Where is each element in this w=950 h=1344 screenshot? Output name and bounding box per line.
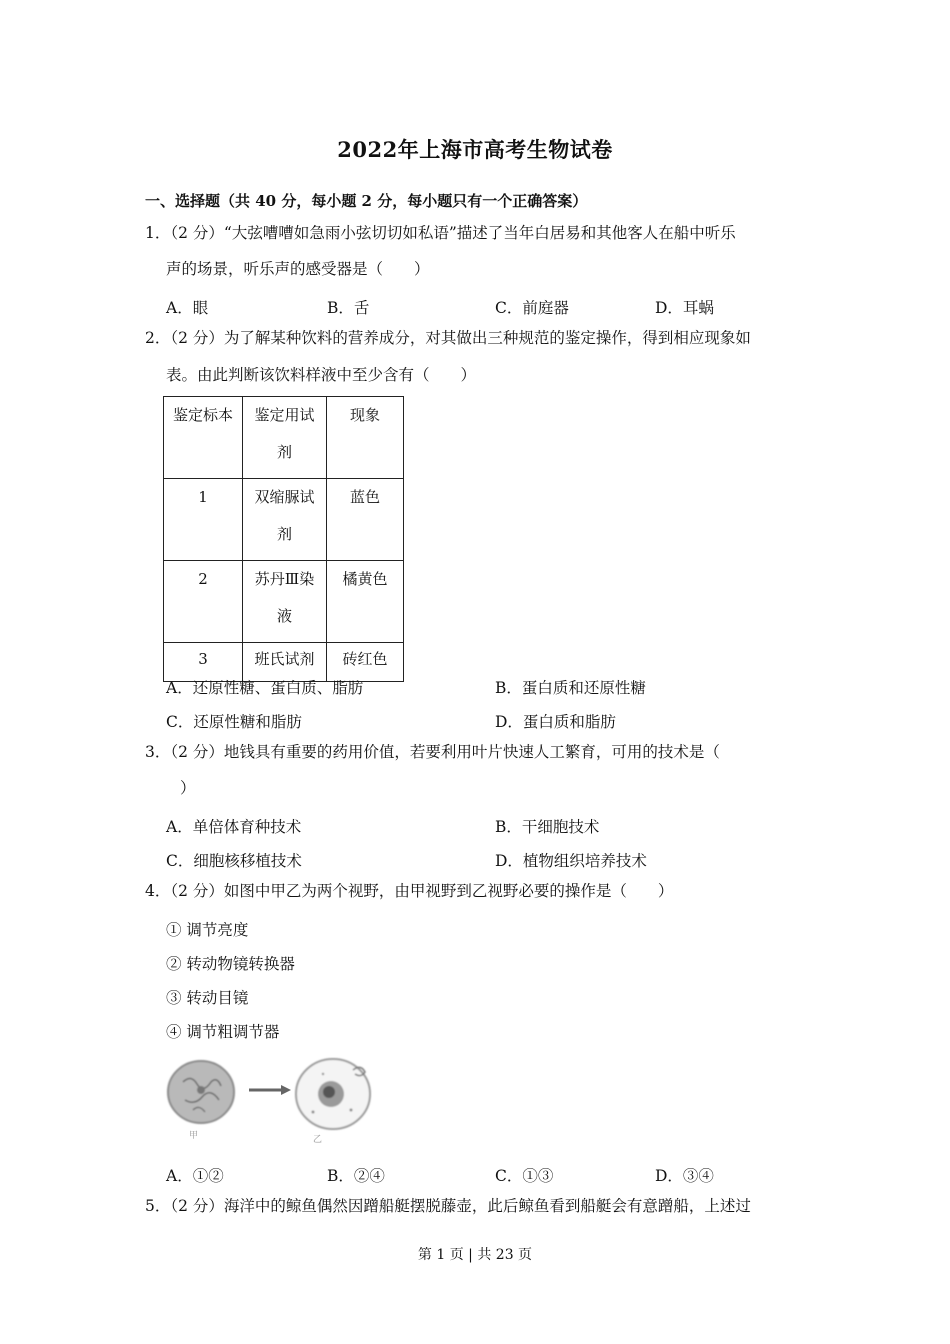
- header-reagent-line2: 剂: [276, 443, 292, 462]
- q3-line1: 3．（2 分）地钱具有重要的药用价值，若要利用叶片快速人工繁育，可用的技术是（: [145, 743, 720, 761]
- q2-option-d: D．蛋白质和脂肪: [495, 713, 616, 731]
- q1-option-a: A．眼: [166, 299, 209, 317]
- table-header-row: [164, 397, 404, 479]
- q1-option-b: B．舌: [327, 299, 370, 317]
- q3-option-c: C．细胞核移植技术: [166, 852, 302, 870]
- field-yi-image: [296, 1059, 370, 1129]
- table-cell: 蓝色: [327, 479, 404, 561]
- q1-line2: 声的场景，听乐声的感受器是（ ）: [166, 260, 430, 278]
- table-cell: 班氏试剂: [243, 643, 327, 682]
- table-cell: [243, 479, 327, 561]
- table-header-cell: 现象: [327, 397, 404, 479]
- header-reagent-line1: 鉴定用试: [254, 406, 315, 424]
- q2-line2: 表。由此判断该饮料样液中至少含有（ ）: [166, 366, 477, 384]
- field-jia-image: [168, 1061, 234, 1123]
- q1-option-d: D．耳蜗: [655, 299, 714, 317]
- q2-line1: 2．（2 分）为了解某种饮料的营养成分，对其做出三种规范的鉴定操作，得到相应现象如: [145, 329, 751, 347]
- table-cell: 3: [164, 643, 243, 682]
- table-row: [164, 479, 404, 561]
- field-label-yi: 乙: [313, 1135, 323, 1145]
- q4-line1: 4．（2 分）如图中甲乙为两个视野，由甲视野到乙视野必要的操作是（ ）: [145, 882, 674, 900]
- q1-line1: 1．（2 分）“大弦嘈嘈如急雨小弦切切如私语”描述了当年白居易和其他客人在船中听乐: [145, 224, 736, 242]
- table-header-cell: 鉴定标本: [164, 397, 243, 479]
- reagent-line2: 液: [276, 607, 292, 626]
- table-header-cell: [243, 397, 327, 479]
- field-label-jia: 甲: [189, 1131, 199, 1141]
- q2-option-b: B．蛋白质和还原性糖: [495, 679, 646, 697]
- q5-line1: 5．（2 分）海洋中的鲸鱼偶然因蹭船艇摆脱藤壶，此后鲸鱼看到船艇会有意蹭船，上述过: [145, 1197, 751, 1215]
- q4-item-1: ① 调节亮度: [166, 921, 249, 939]
- q2-option-a: A．还原性糖、蛋白质、脂肪: [166, 679, 364, 697]
- table-row: [164, 561, 404, 643]
- q1-option-c: C．前庭器: [495, 299, 569, 317]
- q3-option-b: B．干细胞技术: [495, 818, 600, 836]
- page-title: 2022年上海市高考生物试卷: [337, 137, 613, 162]
- q4-item-2: ② 转动物镜转换器: [166, 955, 295, 973]
- table-cell: 砖红色: [327, 643, 404, 682]
- table-cell: 橘黄色: [327, 561, 404, 643]
- reagent-line2: 剂: [276, 525, 292, 544]
- table-cell: [243, 561, 327, 643]
- q3-option-d: D．植物组织培养技术: [495, 852, 647, 870]
- q4-option-c: C．①③: [495, 1167, 554, 1185]
- q4-option-a: A．①②: [166, 1167, 224, 1185]
- section-heading: 一、选择题（共 40 分，每小题 2 分，每小题只有一个正确答案）: [145, 192, 588, 210]
- q2-option-c: C．还原性糖和脂肪: [166, 713, 302, 731]
- q4-option-b: B．②④: [327, 1167, 385, 1185]
- q3-line2: ）: [180, 779, 196, 797]
- q3-option-a: A．单倍体育种技术: [166, 818, 302, 836]
- table-cell: 2: [164, 561, 243, 643]
- microscope-fields-figure: [163, 1052, 383, 1147]
- reagent-line1: 苏丹Ⅲ染: [254, 570, 315, 588]
- arrow-icon: [249, 1085, 291, 1095]
- q4-item-3: ③ 转动目镜: [166, 989, 249, 1007]
- page-footer: 第 1 页 | 共 23 页: [417, 1247, 533, 1263]
- q4-option-d: D．③④: [655, 1167, 714, 1185]
- table-cell: 1: [164, 479, 243, 561]
- q4-item-4: ④ 调节粗调节器: [166, 1023, 280, 1041]
- identification-table: [163, 396, 404, 682]
- reagent-line1: 双缩脲试: [254, 488, 315, 506]
